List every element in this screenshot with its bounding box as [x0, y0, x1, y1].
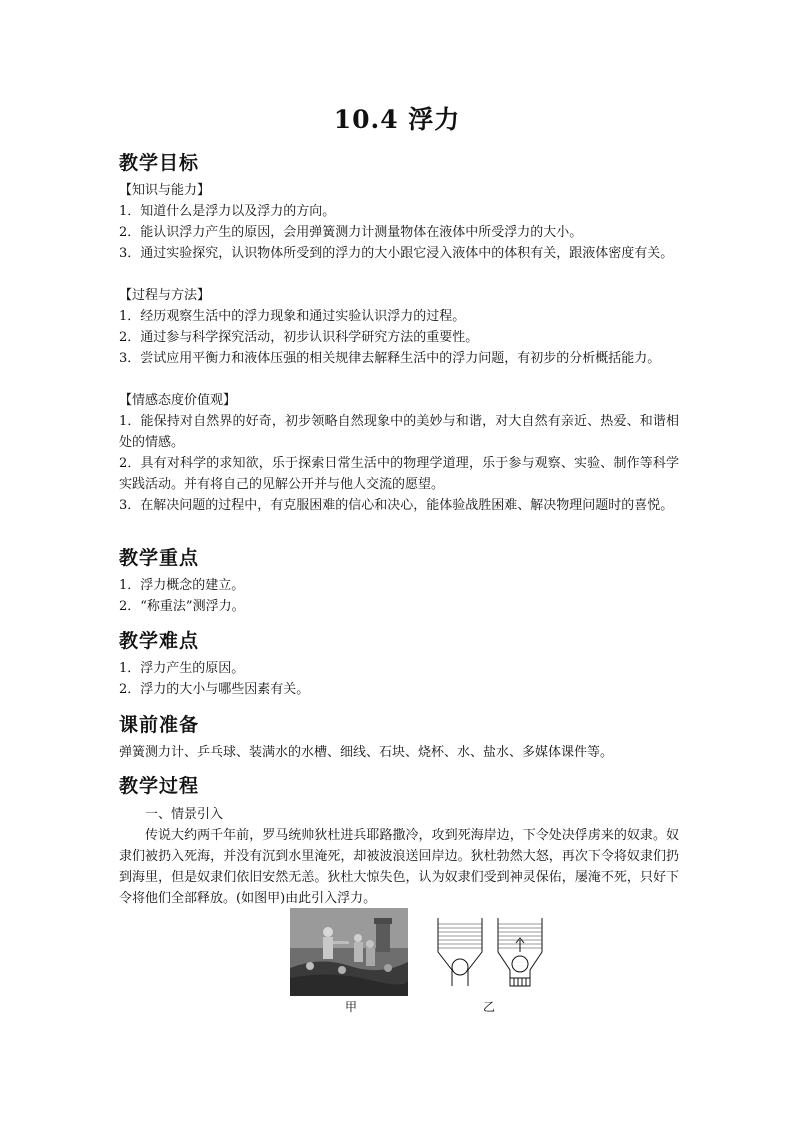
caption-right: 乙: [483, 1000, 496, 1014]
key-item: 1．浮力概念的建立。: [119, 578, 245, 593]
knowledge-label: 【知识与能力】: [119, 183, 211, 198]
heading-difficult: 教学难点: [119, 630, 200, 652]
prep-body: [119, 742, 679, 763]
difficult-body: [119, 658, 679, 700]
step-title: 一、情景引入: [145, 807, 224, 822]
process-item: 3．尝试应用平衡力和液体压强的相关规律去解释生活中的浮力问题，有初步的分析概括能力。: [119, 351, 661, 366]
caption-left: 甲: [345, 1000, 358, 1014]
roman-soldiers-illustration: [290, 908, 408, 996]
emotion-item: 1．能保持对自然界的好奇，初步领略自然现象中的美妙与和谐，对大自然有亲近、热爱、和谐相处的情感。: [119, 414, 679, 450]
goals-body: [119, 180, 679, 537]
process-body: [119, 804, 679, 909]
heading-process: 教学过程: [119, 775, 200, 797]
knowledge-item: 3．通过实验探究，认识物体所受到的浮力的大小跟它浸入液体中的体积有关，跟液体密度有关。: [119, 246, 674, 261]
emotion-item: 3．在解决问题的过程中，有克服困难的信心和决心，能体验战胜困难、解决物理问题时的喜悦。: [119, 498, 674, 513]
difficult-item: 1．浮力产生的原因。: [119, 661, 245, 676]
process-item: 2．通过参与科学探究活动，初步认识科学研究方法的重要性。: [119, 330, 479, 345]
knowledge-item: 1．知道什么是浮力以及浮力的方向。: [119, 204, 336, 219]
page-title: 10.4 浮力: [333, 105, 461, 134]
knowledge-item: 2．能认识浮力产生的原因，会用弹簧测力计测量物体在液体中所受浮力的大小。: [119, 225, 583, 240]
key-body: [119, 575, 679, 617]
heading-key: 教学重点: [119, 547, 200, 569]
emotion-label: 【情感态度价值观】: [119, 393, 237, 408]
heading-goals: 教学目标: [119, 152, 200, 174]
vessel-diagram: [434, 912, 548, 994]
process-item: 1．经历观察生活中的浮力现象和通过实验认识浮力的过程。: [119, 309, 466, 324]
emotion-item: 2．具有对科学的求知欲，乐于探索日常生活中的物理学道理，乐于参与观察、实验、制作等科学实践活动。并有将自己的见解公开并与他人交流的愿望。: [119, 456, 679, 492]
prep-text: 弹簧测力计、乒乓球、装满水的水槽、细线、石块、烧杯、水、盐水、多媒体课件等。: [119, 745, 614, 760]
key-item: 2．“称重法”测浮力。: [119, 599, 245, 614]
process-label: 【过程与方法】: [119, 288, 211, 303]
heading-prep: 课前准备: [119, 714, 200, 736]
difficult-item: 2．浮力的大小与哪些因素有关。: [119, 682, 310, 697]
story-paragraph: 传说大约两千年前，罗马统帅狄杜进兵耶路撒冷，攻到死海岸边，下令处决俘虏来的奴隶。奴隶们被扔入死海，并没有沉到水里淹死，却被波浪送回岸边。狄杜勃然大怒，再次下令将奴隶们扔到海里，但是奴隶们依旧安然无恙。狄杜大惊失色，认为奴隶们受到神灵保佑，屡淹不死，只好下令将他们全部释放。(如图甲)由此引入浮力。: [119, 828, 679, 906]
